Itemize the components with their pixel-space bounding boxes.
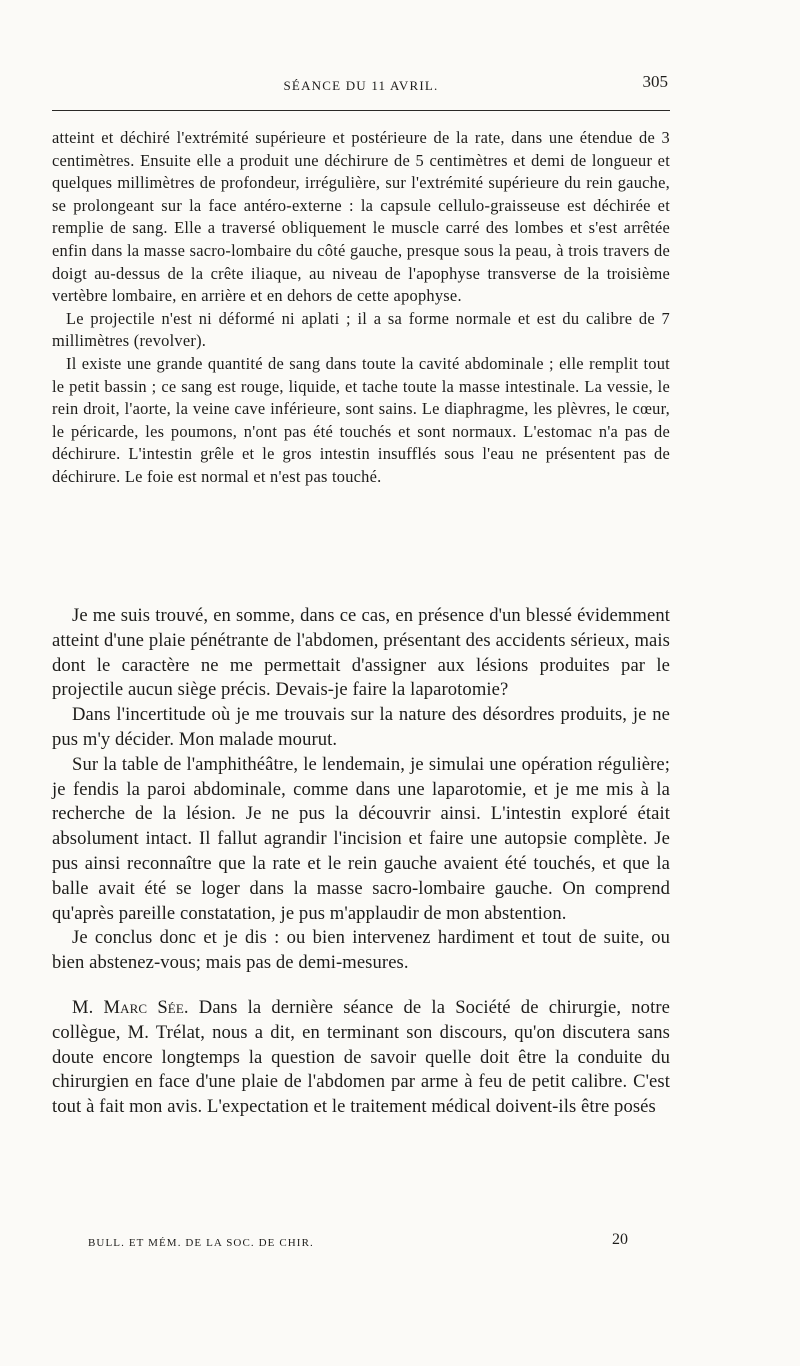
running-head: SÉANCE DU 11 AVRIL.: [283, 78, 439, 93]
page-header: [52, 70, 670, 100]
page-footer: [88, 1229, 628, 1253]
paragraph-conclusion: Je conclus donc et je dis : ou bien intervenez hardiment et tout de suite, ou bien abstenez-vous; mais pas de demi-mesures.: [52, 927, 670, 974]
autopsy-report: [52, 127, 670, 489]
paragraph-continuation: atteint et déchiré l'extrémité supérieure et postérieure de la rate, dans une étendue de 3 centimètres. Ensuite elle a produit une déchirure de 5 centimètres et demi de longueur et quelques millimètres de profondeur, irrégulière, sur l'extrémité supérieure du rein gauche, se prolongeant sur la face antéro-externe : la capsule cellulo-graisseuse est déchirée et remplie de sang. Elle a traversé obliquement le muscle carré des lombes et s'est arrêtée enfin dans la masse sacro-lombaire du côté gauche, presque sous la peau, à trois travers de doigt au-dessus de la crête iliaque, au niveau de l'apophyse transverse de la troisième vertèbre lombaire, en arrière et en dehors de cette apophyse.: [52, 128, 670, 306]
paragraph-uncertainty: Dans l'incertitude où je me trouvais sur la nature des désordres produits, je ne pus m'y décider. Mon malade mourut.: [52, 704, 670, 750]
signature-number: 20: [612, 1231, 628, 1248]
paragraph-projectile: Le projectile n'est ni déformé ni aplati ; il a sa forme normale et est du calibre de 7 millimètres (revolver).: [52, 308, 670, 351]
page-number: 305: [642, 72, 668, 91]
speaker-name: M. Marc Sée.: [72, 996, 189, 1018]
paragraph-abdominal-cavity: Il existe une grande quantité de sang dans toute la cavité abdominale ; elle remplit tout le petit bassin ; ce sang est rouge, liquide, et tache toute la masse intestinale. La vessie, le rein droit, l'aorte, la veine cave inférieure, sont sains. Le diaphragme, les plèvres, le cœur, le péricarde, les poumons, n'ont pas été touchés et sont normaux. L'estomac n'a pas de déchirure. L'intestin grêle et le gros intestin insufflés sous l'eau ne présentent pas de déchirure. Le foie est normal et n'est pas touché.: [52, 353, 670, 486]
paragraph-conclusion-case: Je me suis trouvé, en somme, dans ce cas, en présence d'un blessé évidemment atteint d'une plaie pénétrante de l'abdomen, présentant des accidents sérieux, mais dont le caractère ne me permettait d'assigner aux lésions produites par le projectile aucun siège précis. Devais-je faire la laparotomie?: [52, 605, 670, 701]
journal-signature: BULL. ET MÉM. DE LA SOC. DE CHIR.: [88, 1237, 314, 1249]
header-rule: [52, 110, 670, 111]
main-text: [52, 604, 670, 1120]
paragraph-amphitheatre: Sur la table de l'amphithéâtre, le lendemain, je simulai une opération régulière; je fendis la paroi abdominale, comme dans une laparotomie, et je me mis à la recherche de la lésion. Je ne pus la découvrir ainsi. L'intestin exploré était absolument intact. Il fallut agrandir l'incision et faire une autopsie complète. Je pus ainsi reconnaître que la rate et le rein gauche avaient été touchés, et que la balle avait été se loger dans la masse sacro-lombaire gauche. On comprend qu'après pareille constatation, je pus m'applaudir de mon abstention.: [52, 753, 670, 924]
paragraph-marc-see: [52, 996, 670, 1120]
speaker-text: Dans la dernière séance de la Société de chirurgie, notre collègue, M. Trélat, nous a dit, en terminant son discours, qu'on discutera sans doute encore longtemps la question de savoir quelle doit être la conduite du chirurgien en face d'une plaie de l'abdomen par arme à feu de petit calibre. C'est tout à fait mon avis. L'expectation et le traitement médical doivent-ils être posés: [52, 996, 670, 1118]
